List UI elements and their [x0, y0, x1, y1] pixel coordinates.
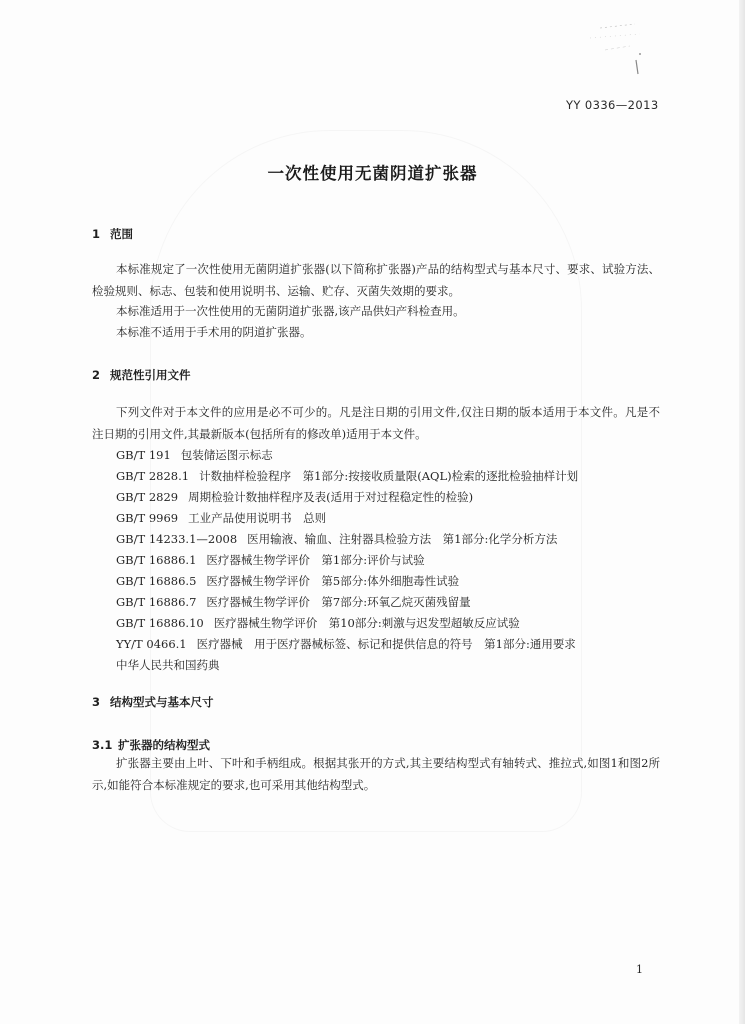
reference-title: 周期检验计数抽样程序及表(适用于对过程稳定性的检验)	[188, 490, 474, 504]
standard-number: YY 0336—2013	[566, 98, 659, 112]
section-1-title: 范围	[110, 227, 133, 241]
page-number: 1	[636, 963, 643, 976]
reference-item	[116, 489, 473, 505]
reference-item	[116, 573, 459, 589]
reference-title: 医疗器械生物学评价 第1部分:评价与试验	[206, 553, 425, 567]
section-3-heading	[92, 694, 214, 710]
reference-item	[116, 615, 520, 631]
section-2-number: 2	[92, 368, 101, 382]
reference-item	[116, 636, 576, 652]
reference-code: GB/T 14233.1—2008	[116, 532, 238, 546]
scan-smudge	[560, 20, 660, 80]
reference-title: 医疗器械生物学评价 第5部分:体外细胞毒性试验	[206, 574, 460, 588]
reference-title: 工业产品使用说明书 总则	[188, 511, 327, 525]
section-1-number: 1	[92, 227, 101, 241]
reference-item	[116, 468, 578, 484]
reference-code: GB/T 2828.1	[116, 469, 190, 483]
reference-code: YY/T 0466.1	[116, 637, 187, 651]
section-2-heading	[92, 367, 191, 383]
references-intro: 下列文件对于本文件的应用是必不可少的。凡是注日期的引用文件,仅注日期的版本适用于本文件。凡是不注日期的引用文件,其最新版本(包括所有的修改单)适用于本文件。	[92, 405, 660, 441]
reference-title: 医疗器械生物学评价 第10部分:刺激与迟发型超敏反应试验	[213, 616, 520, 630]
reference-item	[116, 552, 425, 568]
section-3-number: 3	[92, 695, 101, 709]
reference-code: GB/T 16886.5	[116, 574, 197, 588]
reference-title: 中华人民共和国药典	[116, 658, 220, 672]
section-3-1-number: 3.1	[92, 738, 113, 752]
reference-title: 包装储运图示标志	[180, 448, 273, 462]
section-3-1-title: 扩张器的结构型式	[118, 738, 210, 752]
reference-title: 医疗器械 用于医疗器械标签、标记和提供信息的符号 第1部分:通用要求	[196, 637, 576, 651]
section-3-title: 结构型式与基本尺寸	[110, 695, 214, 709]
reference-item	[116, 657, 220, 673]
reference-title: 计数抽样检验程序 第1部分:按接收质量限(AQL)检索的逐批检验抽样计划	[199, 469, 579, 483]
reference-title: 医用输液、输血、注射器具检验方法 第1部分:化学分析方法	[247, 532, 558, 546]
reference-code: GB/T 9969	[116, 511, 179, 525]
section-3-1-heading	[92, 737, 210, 753]
reference-code: GB/T 191	[116, 448, 171, 462]
reference-item	[116, 531, 557, 547]
section-2-title: 规范性引用文件	[110, 368, 191, 382]
section-1-heading	[92, 226, 133, 242]
scan-edge-shadow	[739, 0, 745, 1024]
reference-item	[116, 594, 471, 610]
reference-code: GB/T 16886.10	[116, 616, 204, 630]
scope-paragraph-3: 本标准不适用于手术用的阴道扩张器。	[116, 325, 312, 339]
reference-item	[116, 510, 326, 526]
scope-paragraph-2: 本标准适用于一次性使用的无菌阴道扩张器,该产品供妇产科检查用。	[116, 304, 465, 318]
reference-code: GB/T 16886.1	[116, 553, 197, 567]
document-title: 一次性使用无菌阴道扩张器	[267, 164, 478, 183]
structure-paragraph: 扩张器主要由上叶、下叶和手柄组成。根据其张开的方式,其主要结构型式有轴转式、推拉式,如图1和图2所示,如能符合本标准规定的要求,也可采用其他结构型式。	[92, 756, 660, 792]
reference-item	[116, 447, 273, 463]
reference-code: GB/T 2829	[116, 490, 179, 504]
scope-paragraph-1: 本标准规定了一次性使用无菌阴道扩张器(以下简称扩张器)产品的结构型式与基本尺寸、要求、试验方法、检验规则、标志、包装和使用说明书、运输、贮存、灭菌失效期的要求。	[92, 262, 660, 298]
reference-title: 医疗器械生物学评价 第7部分:环氧乙烷灭菌残留量	[206, 595, 471, 609]
reference-code: GB/T 16886.7	[116, 595, 197, 609]
